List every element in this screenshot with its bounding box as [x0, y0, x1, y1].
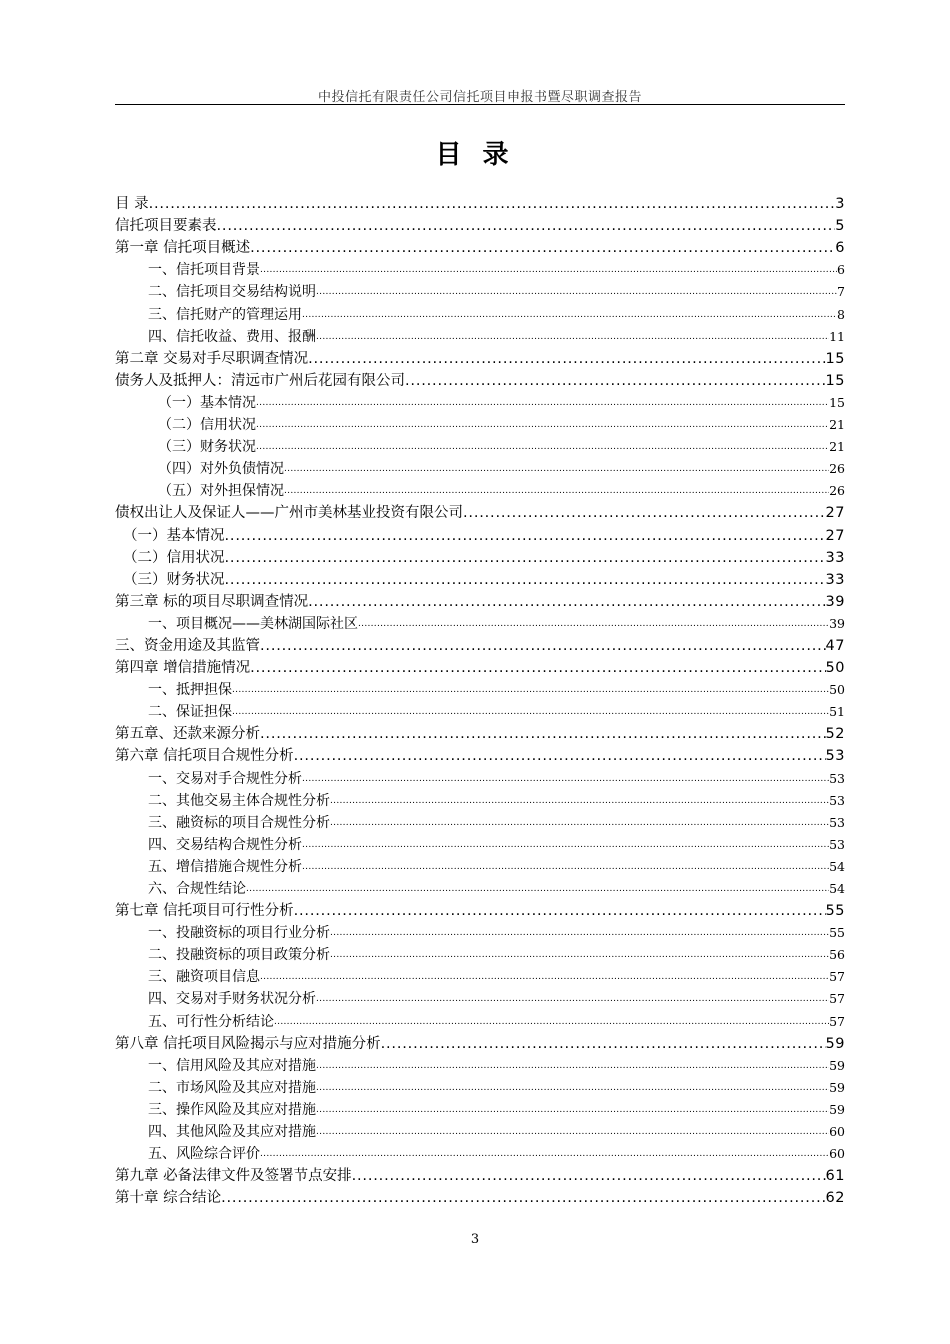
toc-entry-page: 59	[829, 1079, 845, 1095]
toc-leader-dots	[232, 702, 829, 722]
toc-entry[interactable]	[115, 590, 845, 612]
toc-entry-page: 50	[825, 660, 845, 677]
toc-leader-dots	[316, 1100, 829, 1120]
toc-entry-label: 一、项目概况——美林湖国际社区	[148, 615, 358, 632]
toc-entry-page: 59	[825, 1035, 845, 1052]
toc-entry-page: 39	[829, 615, 845, 631]
toc-entry[interactable]	[115, 921, 845, 943]
toc-entry-page: 27	[825, 527, 845, 544]
toc-entry-page: 51	[829, 704, 845, 720]
toc-leader-dots	[316, 1122, 829, 1142]
toc-entry-label: 二、投融资标的项目政策分析	[148, 947, 330, 964]
toc-entry-page: 6	[835, 240, 845, 257]
toc-entry-label: 第四章 增信措施情况	[115, 660, 251, 677]
toc-entry[interactable]	[115, 700, 845, 722]
toc-entry-label: 四、交易结构合规性分析	[148, 836, 302, 853]
toc-entry-label: （三）财务状况	[123, 571, 225, 588]
toc-leader-dots	[274, 1012, 829, 1032]
toc-entry-page: 8	[837, 306, 845, 322]
toc-entry-page: 7	[837, 284, 845, 300]
toc-entry-label: 二、其他交易主体合规性分析	[148, 792, 330, 809]
toc-entry-label: 一、信托项目背景	[148, 262, 260, 279]
toc-entry-label: 第三章 标的项目尽职调查情况	[115, 593, 309, 610]
toc-leader-dots	[316, 1056, 829, 1076]
toc-leader-dots	[260, 636, 826, 656]
toc-entry-label: 五、增信措施合规性分析	[148, 858, 302, 875]
toc-entry[interactable]	[115, 1076, 845, 1098]
toc-leader-dots	[316, 327, 829, 347]
toc-entry[interactable]	[115, 811, 845, 833]
toc-entry[interactable]	[115, 501, 845, 523]
toc-entry-page: 61	[825, 1168, 845, 1185]
toc-entry-label: 第五章、还款来源分析	[115, 726, 260, 743]
toc-entry-label: 一、抵押担保	[148, 682, 232, 699]
toc-leader-dots	[294, 901, 826, 921]
toc-entry-page: 21	[829, 439, 845, 455]
toc-entry[interactable]	[115, 546, 845, 568]
toc-entry[interactable]	[115, 943, 845, 965]
toc-entry[interactable]	[115, 722, 845, 744]
toc-leader-dots	[225, 570, 826, 590]
toc-leader-dots	[260, 724, 826, 744]
toc-entry[interactable]	[115, 523, 845, 545]
toc-entry[interactable]	[115, 656, 845, 678]
toc-entry[interactable]	[115, 1098, 845, 1120]
toc-entry[interactable]	[115, 435, 845, 457]
toc-entry[interactable]	[115, 347, 845, 369]
toc-entry[interactable]	[115, 766, 845, 788]
toc-leader-dots	[302, 857, 829, 877]
toc-entry[interactable]	[115, 1142, 845, 1164]
toc-entry-page: 15	[825, 350, 845, 367]
toc-leader-dots	[256, 437, 829, 457]
toc-entry[interactable]	[115, 612, 845, 634]
toc-entry[interactable]	[115, 965, 845, 987]
toc-entry-label: 信托项目要素表	[115, 218, 217, 235]
toc-entry[interactable]	[115, 302, 845, 324]
toc-entry-label: 第十章 综合结论	[115, 1190, 222, 1207]
toc-entry-page: 33	[825, 571, 845, 588]
toc-entry[interactable]	[115, 877, 845, 899]
toc-entry-label: 五、风险综合评价	[148, 1146, 260, 1163]
toc-entry-page: 59	[829, 1057, 845, 1073]
toc-entry-label: 二、信托项目交易结构说明	[148, 284, 316, 301]
toc-leader-dots	[256, 393, 829, 413]
toc-entry-page: 53	[829, 814, 845, 830]
toc-leader-dots	[149, 194, 836, 214]
running-header: 中投信托有限责任公司信托项目申报书暨尽职调查报告	[317, 90, 642, 105]
toc-entry[interactable]	[115, 457, 845, 479]
toc-entry[interactable]	[115, 192, 845, 214]
toc-entry[interactable]	[115, 258, 845, 280]
toc-entry-label: 第八章 信托项目风险揭示与应对措施分析	[115, 1035, 381, 1052]
toc-entry-page: 33	[825, 549, 845, 566]
toc-entry[interactable]	[115, 1120, 845, 1142]
toc-entry[interactable]	[115, 325, 845, 347]
toc-entry-page: 53	[829, 792, 845, 808]
toc-entry[interactable]	[115, 833, 845, 855]
toc-leader-dots	[316, 282, 837, 302]
toc-entry-label: （一）基本情况	[123, 527, 225, 544]
toc-entry-page: 55	[825, 903, 845, 920]
toc-leader-dots	[302, 305, 837, 325]
toc-entry[interactable]	[115, 391, 845, 413]
toc-entry[interactable]	[115, 1164, 845, 1186]
toc-entry-page: 50	[829, 682, 845, 698]
toc-entry-label: （四）对外负债情况	[158, 461, 284, 478]
toc-leader-dots	[316, 1078, 829, 1098]
toc-entry-page: 56	[829, 947, 845, 963]
toc-entry-page: 39	[825, 593, 845, 610]
toc-leader-dots	[250, 658, 825, 678]
toc-entry-page: 53	[825, 748, 845, 765]
toc-entry-page: 26	[829, 461, 845, 477]
toc-entry-page: 54	[829, 858, 845, 874]
header-rule	[115, 104, 845, 105]
toc-entry-label: 四、其他风险及其应对措施	[148, 1124, 316, 1141]
toc-entry-label: 二、市场风险及其应对措施	[148, 1079, 316, 1096]
toc-entry-page: 57	[829, 991, 845, 1007]
toc-entry-label: 三、资金用途及其监管	[115, 637, 260, 654]
toc-leader-dots	[225, 548, 826, 568]
toc-entry-label: 四、交易对手财务状况分析	[148, 991, 316, 1008]
toc-leader-dots	[330, 945, 829, 965]
toc-entry-label: 一、交易对手合规性分析	[148, 770, 302, 787]
toc-entry-page: 55	[829, 925, 845, 941]
toc-entry-label: （二）信用状况	[123, 549, 225, 566]
toc-entry[interactable]	[115, 987, 845, 1009]
toc-entry-page: 15	[829, 394, 845, 410]
toc-entry-label: 二、保证担保	[148, 704, 232, 721]
toc-entry-page: 47	[825, 637, 845, 654]
toc-entry-page: 5	[835, 218, 845, 235]
toc-entry-page: 53	[829, 770, 845, 786]
toc-leader-dots	[316, 989, 829, 1009]
toc-entry[interactable]	[115, 280, 845, 302]
toc-entry-label: （一）基本情况	[158, 394, 256, 411]
toc-entry[interactable]	[115, 1009, 845, 1031]
toc-entry-page: 57	[829, 969, 845, 985]
toc-leader-dots	[246, 879, 829, 899]
toc-entry[interactable]	[115, 568, 845, 590]
toc-leader-dots	[256, 415, 829, 435]
toc-entry-page: 60	[829, 1146, 845, 1162]
toc-leader-dots	[302, 769, 829, 789]
toc-entry[interactable]	[115, 214, 845, 236]
toc-entry-label: 三、操作风险及其应对措施	[148, 1101, 316, 1118]
toc-entry-label: 第二章 交易对手尽职调查情况	[115, 350, 309, 367]
toc-entry-label: （五）对外担保情况	[158, 483, 284, 500]
page-number: 3	[470, 1232, 480, 1247]
toc-leader-dots	[405, 371, 826, 391]
toc-leader-dots	[260, 1144, 829, 1164]
toc-entry-page: 60	[829, 1124, 845, 1140]
toc-entry[interactable]	[115, 479, 845, 501]
page-title: 目 录	[435, 140, 515, 170]
toc-leader-dots	[260, 967, 829, 987]
toc-entry-page: 26	[829, 483, 845, 499]
toc-entry[interactable]	[115, 236, 845, 258]
toc-entry-page: 3	[835, 196, 845, 213]
toc-entry-page: 27	[825, 505, 845, 522]
toc-entry-label: 四、信托收益、费用、报酬	[148, 328, 316, 345]
toc-leader-dots	[352, 1166, 826, 1186]
toc-entry[interactable]	[115, 369, 845, 391]
table-of-contents	[115, 192, 845, 1208]
toc-entry-label: 五、可行性分析结论	[148, 1013, 274, 1030]
toc-leader-dots	[308, 349, 825, 369]
toc-entry-page: 59	[829, 1101, 845, 1117]
toc-leader-dots	[330, 923, 829, 943]
toc-entry-page: 62	[825, 1190, 845, 1207]
toc-entry[interactable]	[115, 1186, 845, 1208]
toc-entry-label: （三）财务状况	[158, 439, 256, 456]
toc-leader-dots	[302, 835, 829, 855]
toc-entry[interactable]	[115, 855, 845, 877]
toc-leader-dots	[217, 216, 836, 236]
toc-entry-page: 11	[829, 328, 845, 344]
toc-entry-label: 债权出让人及保证人——广州市美林基业投资有限公司	[115, 505, 463, 522]
toc-leader-dots	[260, 260, 837, 280]
toc-leader-dots	[294, 746, 826, 766]
toc-entry[interactable]	[115, 744, 845, 766]
toc-leader-dots	[308, 592, 825, 612]
toc-entry-page: 54	[829, 881, 845, 896]
toc-entry-page: 53	[829, 836, 845, 852]
toc-entry-page: 52	[825, 726, 845, 743]
toc-entry[interactable]	[115, 899, 845, 921]
toc-entry-label: （二）信用状况	[158, 417, 256, 434]
toc-entry[interactable]	[115, 789, 845, 811]
toc-leader-dots	[225, 526, 826, 546]
toc-leader-dots	[463, 503, 826, 523]
toc-leader-dots	[232, 680, 829, 700]
toc-entry-label: 第七章 信托项目可行性分析	[115, 903, 294, 920]
toc-entry[interactable]	[115, 413, 845, 435]
toc-entry-label: 一、投融资标的项目行业分析	[148, 925, 330, 942]
toc-leader-dots	[358, 614, 829, 634]
toc-leader-dots	[330, 813, 829, 833]
toc-leader-dots	[330, 791, 829, 811]
toc-entry[interactable]	[115, 1032, 845, 1054]
toc-entry-page: 15	[825, 372, 845, 389]
toc-entry-page: 21	[829, 417, 845, 433]
toc-entry[interactable]	[115, 678, 845, 700]
toc-entry-label: 一、信用风险及其应对措施	[148, 1057, 316, 1074]
toc-entry-page: 57	[829, 1013, 845, 1029]
toc-leader-dots	[381, 1034, 826, 1054]
toc-entry-label: 第一章 信托项目概述	[115, 240, 251, 257]
toc-entry-label: 第六章 信托项目合规性分析	[115, 748, 294, 765]
toc-entry-label: 目 录	[115, 196, 149, 213]
toc-leader-dots	[221, 1188, 825, 1208]
toc-entry-label: 三、融资项目信息	[148, 969, 260, 986]
toc-leader-dots	[284, 459, 829, 479]
toc-entry-label: 债务人及抵押人：清远市广州后花园有限公司	[115, 372, 405, 389]
toc-entry-label: 第九章 必备法律文件及签署节点安排	[115, 1168, 352, 1185]
toc-entry-label: 三、信托财产的管理运用	[148, 306, 302, 323]
toc-entry[interactable]	[115, 1054, 845, 1076]
toc-entry-label: 六、合规性结论	[148, 881, 246, 897]
toc-entry-page: 6	[837, 262, 845, 278]
toc-entry-label: 三、融资标的项目合规性分析	[148, 814, 330, 831]
toc-entry[interactable]	[115, 634, 845, 656]
toc-leader-dots	[250, 238, 835, 258]
toc-leader-dots	[284, 481, 829, 501]
